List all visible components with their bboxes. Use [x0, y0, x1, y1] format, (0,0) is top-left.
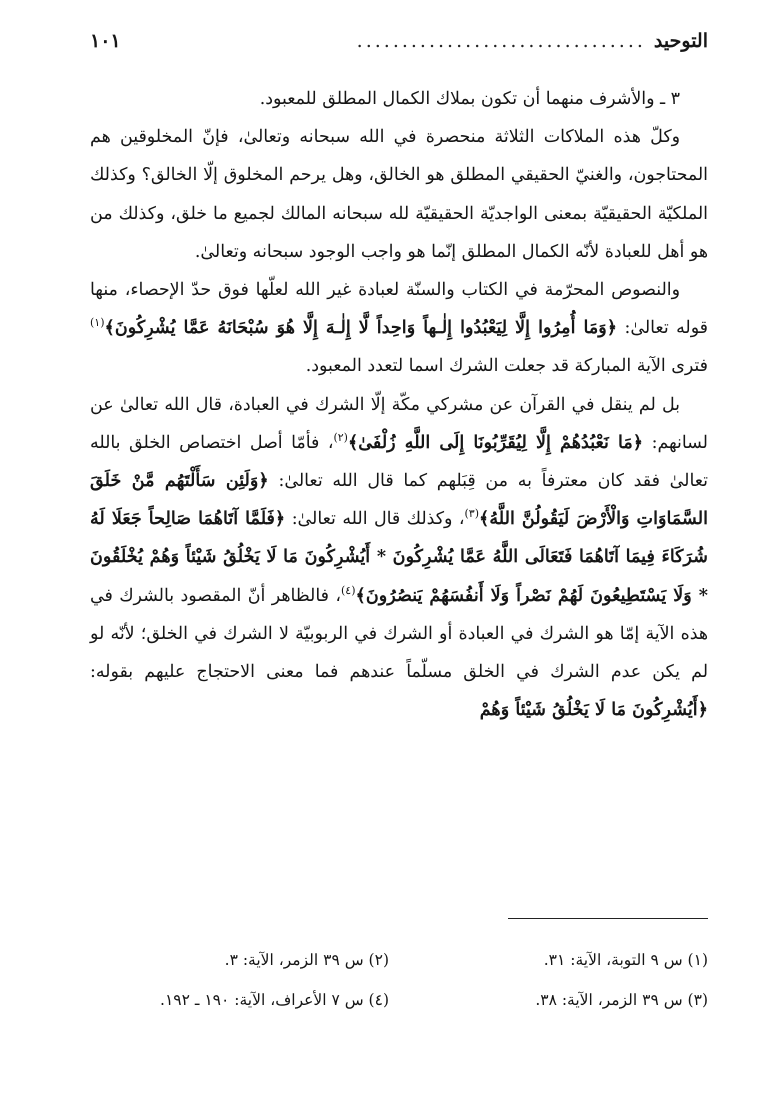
- footnotes: [90, 940, 708, 1020]
- footnote-2: (٢) س ٣٩ الزمر، الآية: ٣.: [224, 951, 389, 969]
- footnote-3: (٣) س ٣٩ الزمر، الآية: ٣٨.: [535, 991, 708, 1009]
- footnote-ref-3[interactable]: (٣): [464, 507, 480, 521]
- quran-verse: ﴿وَلَئِن سَأَلْتَهُم مَّنْ خَلَقَ السَّمَاوَاتِ وَالْأَرْضَ لَيَقُولُنَّ اللَّهُ﴾: [90, 470, 708, 530]
- quran-verse: ﴿فَلَمَّا آتَاهُمَا صَالِحاً جَعَلَا لَهُ شُرَكَاءَ فِيمَا آتَاهُمَا فَتَعَالَى اللَّهُ عَمَّا يُشْرِكُونَ * أَيُشْرِكُونَ مَا لَا يَخْلُقُ شَيْئاً وَهُمْ يُخْلَقُونَ * وَلَا يَسْتَطِيعُونَ لَهُمْ نَصْراً وَلَا أَنفُسَهُمْ يَنصُرُونَ﴾: [90, 508, 708, 606]
- paragraph-4-text-4: ، فالظاهر أنّ المقصود بالشرك في هذه الآية إمّا هو الشرك في العبادة أو الشرك في الربوبيّة لا الشرك في الخلق؛ لأنّه لو لم يكن عدم الشرك في الخلق مسلّماً عندهم فما معنى الاحتجاج عليهم بقوله:: [90, 585, 708, 683]
- paragraph-3-text-b: فترى الآية المباركة قد جعلت الشرك اسما لتعدد المعبود.: [305, 356, 708, 377]
- paragraph-3: [90, 271, 708, 386]
- paragraph-1: ٣ ـ والأشرف منهما أن تكون بملاك الكمال المطلق للمعبود.: [259, 89, 680, 109]
- paragraph-4-text-1: بل لم ينقل في القرآن عن مشركي مكّة إلّا الشرك في العبادة، قال الله تعالىٰ عن لسانهم:: [90, 394, 708, 453]
- quran-verse: ﴿أَيُشْرِكُونَ مَا لَا يَخْلُقُ شَيْئاً وَهُمْ: [479, 699, 708, 721]
- chapter-title: التوحيد: [653, 30, 708, 52]
- book-page: [90, 30, 708, 1009]
- footnote-ref-4[interactable]: (٤): [341, 583, 356, 597]
- page-number: ١٠١: [90, 30, 121, 52]
- quran-verse: ﴿وَمَا أُمِرُوا إِلَّا لِيَعْبُدُوا إِلٰـهاً وَاحِداً لَّا إِلٰـهَ إِلَّا هُوَ سُبْحَانَهُ عَمَّا يُشْرِكُونَ﴾: [104, 317, 618, 339]
- footnote-divider: [508, 918, 708, 919]
- paragraph-3-text-a: والنصوص المحرّمة في الكتاب والسنّة لعبادة غير الله لعلّها فوق حدّ الإحصاء، منها قوله تعالىٰ:: [90, 280, 708, 339]
- footnote-ref-1[interactable]: (١): [90, 316, 105, 330]
- body-text: [90, 80, 708, 729]
- paragraph-4: [90, 386, 708, 730]
- paragraph-2: وكلّ هذه الملاكات الثلاثة منحصرة في الله سبحانه وتعالىٰ، فإنّ المخلوقين هم المحتاجون، والغنيّ الحقيقي المطلق هو الخالق، وهل يرحم المخلوق إلّا الخالق؟ وكذلك الملكيّة الحقيقيّة بمعنى الواجديّة الحقيقيّة لله سبحانه المالك لجميع ما خلق، وكذلك من هو أهل للعبادة لأنّه الكمال المطلق إنّما هو واجب الوجود سبحانه وتعالىٰ.: [90, 127, 708, 262]
- running-header: [90, 30, 708, 64]
- leader-dots: ................................: [356, 30, 646, 52]
- footnote-4: (٤) س ٧ الأعراف، الآية: ١٩٠ ـ ١٩٢.: [160, 991, 389, 1009]
- paragraph-4-text-3: ، وكذلك قال الله تعالىٰ:: [285, 509, 465, 530]
- quran-verse: ﴿مَا نَعْبُدُهُمْ إِلَّا لِيُقَرِّبُونَا إِلَى اللَّهِ زُلْفَىٰ﴾: [347, 431, 644, 453]
- paragraph-4-text-2: ، فأمّا أصل اختصاص الخلق بالله تعالىٰ فقد كان معترفاً به من قِبَلهم كما قال الله تعالىٰ:: [90, 432, 708, 492]
- footnote-ref-2[interactable]: (٢): [333, 431, 348, 445]
- footnote-1: (١) س ٩ التوبة، الآية: ٣١.: [543, 951, 708, 969]
